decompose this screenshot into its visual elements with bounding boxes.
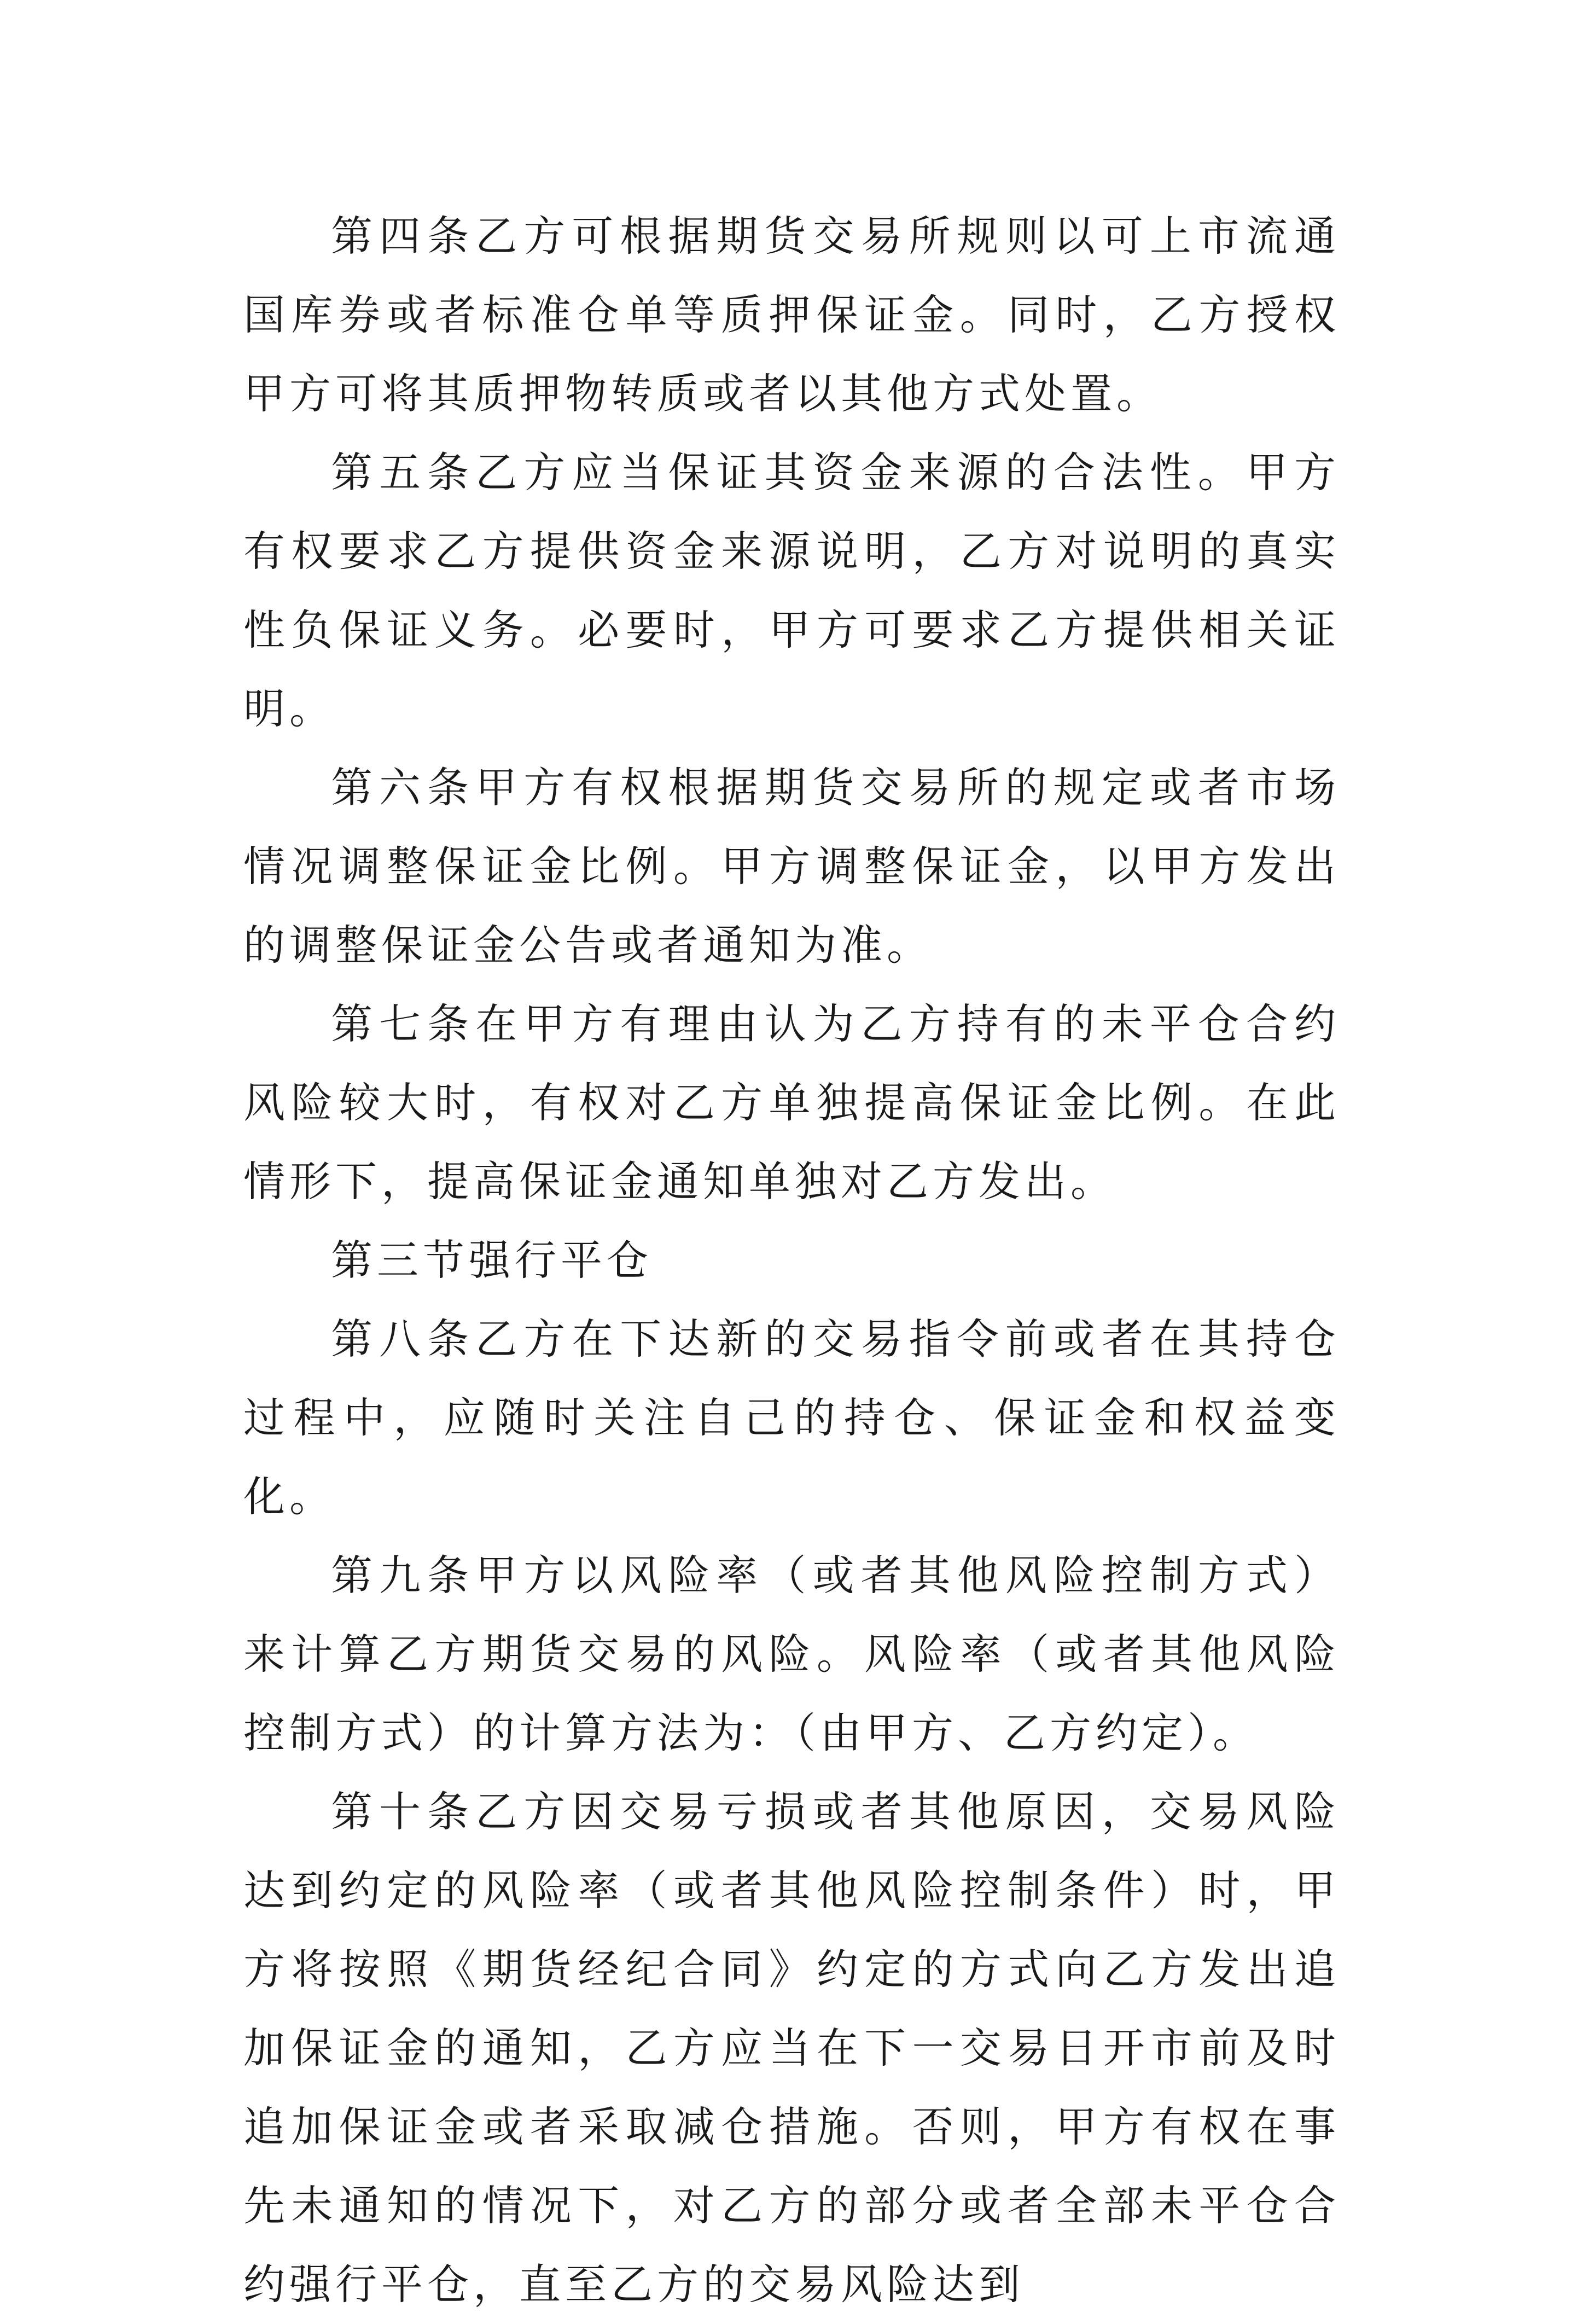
article-4-paragraph: 第四条乙方可根据期货交易所规则以可上市流通国库券或者标准仓单等质押保证金。同时，乙方授权甲方可将其质押物转质或者以其他方式处置。 [243, 212, 1340, 418]
article-5-paragraph: 第五条乙方应当保证其资金来源的合法性。甲方有权要求乙方提供资金来源说明，乙方对说明的真实性负保证义务。必要时，甲方可要求乙方提供相关证明。 [243, 448, 1340, 733]
article-8-paragraph: 第八条乙方在下达新的交易指令前或者在其持仓过程中，应随时关注自己的持仓、保证金和权益变化。 [243, 1315, 1340, 1521]
article-10-paragraph: 第十条乙方因交易亏损或者其他原因，交易风险达到约定的风险率（或者其他风险控制条件）时，甲方将按照《期货经纪合同》约定的方式向乙方发出追加保证金的通知，乙方应当在下一交易日开市前及时追加保证金或者采取减仓措施。否则，甲方有权在事先未通知的情况下，对乙方的部分或者全部未平仓合约强行平仓，直至乙方的交易风险达到 [243, 1787, 1340, 2309]
document-body [243, 197, 1340, 2324]
section-3-heading: 第三节强行平仓 [331, 1236, 653, 1285]
article-6-paragraph: 第六条甲方有权根据期货交易所的规定或者市场情况调整保证金比例。甲方调整保证金，以甲方发出的调整保证金公告或者通知为准。 [243, 763, 1340, 969]
article-9-paragraph: 第九条甲方以风险率（或者其他风险控制方式）来计算乙方期货交易的风险。风险率（或者其他风险控制方式）的计算方法为：（由甲方、乙方约定）。 [243, 1551, 1340, 1757]
article-7-paragraph: 第七条在甲方有理由认为乙方持有的未平仓合约风险较大时，有权对乙方单独提高保证金比例。在此情形下，提高保证金通知单独对乙方发出。 [243, 1000, 1340, 1206]
